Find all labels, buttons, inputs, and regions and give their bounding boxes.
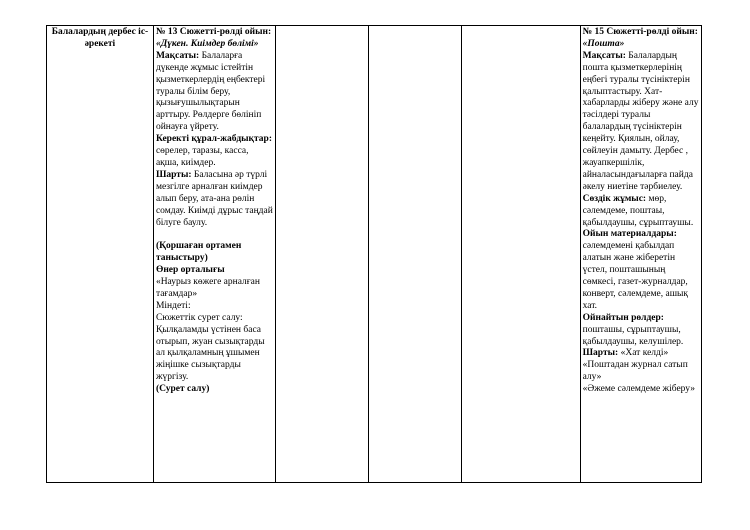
art-topic: «Наурыз көжеге арналған тағамдар» — [155, 277, 260, 299]
game15-goal-text: Балалардың пошта қызметкерлерінің еңбегі туралы түсініктерін қалыптастыру. Хат-хабарларды жіберу және алу тәсілдері туралы балалардың түсініктерін кеңейту. Қиялын, ойлау, сөйлеуін дамыту. Дербес , жауапкершілік, айналасындағыларға пайда әкелу ниетіне тәрбиелеу. — [582, 50, 699, 192]
drawing-label: (Сурет салу) — [155, 384, 210, 395]
game13-goal-text: Балаларға дүкенде жұмыс істейтін қызметкерлердің еңбектері туралы білім беру, қызығушылықтарын арттыру. Рөлдерге бөлініп ойнауға үйрету. — [155, 50, 266, 133]
empty-cell — [462, 26, 580, 483]
game13-cell — [153, 26, 275, 483]
empty-cell — [368, 26, 462, 483]
game13-goal — [156, 51, 273, 134]
table-row — [47, 26, 702, 483]
art-center-label: Өнер орталығы — [155, 265, 225, 276]
game15-materials — [583, 229, 699, 312]
game15-rules — [583, 348, 699, 360]
game15-rules-text-1: «Хат келді» — [620, 348, 669, 359]
game15-vocab — [583, 194, 699, 230]
game13-materials-label: Керекті құрал-жабдықтар: — [155, 134, 272, 145]
game15-roles-label: Ойнайтын рөлдер: — [582, 312, 664, 323]
game13-title-number: № 13 Сюжетті-рөлді ойын: — [155, 27, 272, 37]
game15-rules-text-3: «Әжеме сәлемдеме жіберу» — [582, 384, 696, 395]
game13-title-name: «Дүкен. Киімдер бөлімі» — [155, 38, 259, 49]
game13-materials-text: сөрелер, таразы, касса, ақша, киімдер. — [155, 146, 249, 168]
game15-materials-label: Ойын материалдары: — [582, 229, 677, 240]
game15-cell — [580, 26, 701, 483]
game15-title-name: «Пошта» — [582, 38, 625, 49]
game15-vocab-label: Сөздік жұмыс: — [582, 193, 647, 204]
game13-rules — [156, 170, 273, 230]
game13-goal-label: Мақсаты: — [155, 50, 200, 61]
game15-roles — [583, 313, 699, 349]
game15-materials-text: сәлемдемені қабылдап алатын және жіберетін үстел, пошташының сөмкесі, газет-журналдар, конверт, сәлемдеме, ашық хат. — [582, 241, 689, 311]
game13-materials — [156, 134, 273, 170]
game13-rules-label: Шарты: — [155, 169, 192, 180]
game15-rules-text-2: «Поштадан журнал сатып алу» — [582, 360, 688, 383]
spacer — [156, 229, 273, 241]
row-header-label: Балалардың дербес іс-әрекеті — [51, 27, 149, 49]
game15-title-number: № 15 Сюжетті-рөлді ойын: — [582, 27, 698, 37]
task-label: Міндеті: — [155, 300, 191, 311]
game15-goal-label: Мақсаты: — [582, 50, 626, 61]
task-text: Сюжеттік сурет салу: Қылқаламды үстінен баса отырып, жуан сызықтарды ал қылқаламның ұшымен жіңішке сызықтарды жүргізу. — [155, 312, 265, 383]
game13-environment-label: (Қоршаған ортамен таныстыру) — [155, 241, 242, 264]
empty-cell — [276, 26, 369, 483]
game15-roles-text: пошташы, сұрыптаушы, қабылдаушы, келушілер. — [582, 324, 684, 347]
game15-goal — [583, 51, 699, 194]
game13-rules-text: Баласына әр түрлі мезгілге арналған киімдер алып беру, ата-ана рөлін сомдау. Киімді дұрыс таңдай білуге баулу. — [155, 169, 273, 228]
game15-rules-label: Шарты: — [582, 348, 619, 359]
activity-plan-table — [46, 25, 702, 483]
game15-vocab-text: мөр, сәлемдеме, поштаы, қабылдаушы, сұрыптаушы. — [582, 193, 694, 228]
row-header-cell — [47, 26, 154, 483]
